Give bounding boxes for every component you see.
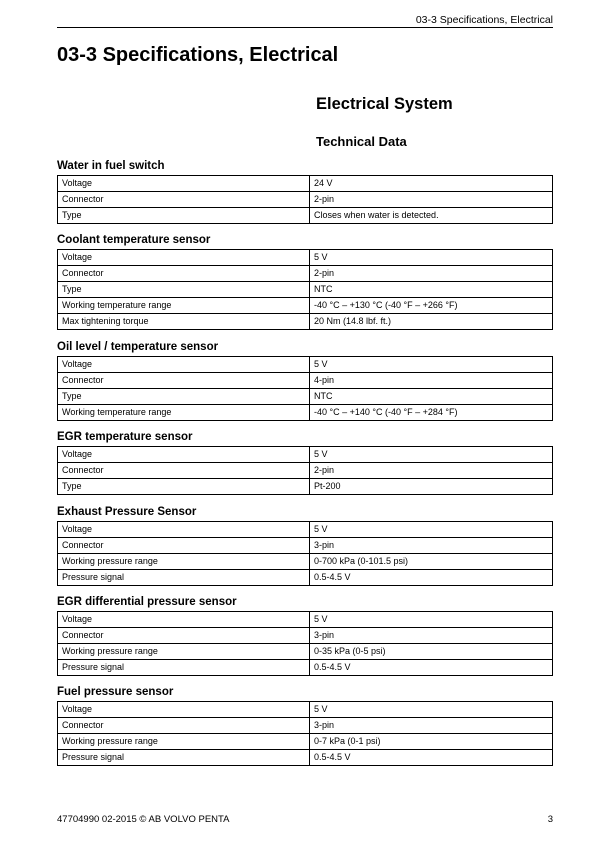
parameter-cell: Pressure signal xyxy=(58,750,310,766)
spec-table xyxy=(57,446,553,495)
section-title: Electrical System xyxy=(316,95,453,113)
value-cell: 2-pin xyxy=(310,463,553,479)
table-row xyxy=(58,447,553,463)
parameter-cell: Type xyxy=(58,282,310,298)
group-heading: Coolant temperature sensor xyxy=(57,234,211,246)
table-row xyxy=(58,644,553,660)
value-cell: 5 V xyxy=(310,522,553,538)
table-row xyxy=(58,282,553,298)
value-cell: -40 °C – +130 °C (-40 °F – +266 °F) xyxy=(310,298,553,314)
table-row xyxy=(58,554,553,570)
value-cell: Pt-200 xyxy=(310,479,553,495)
parameter-cell: Working temperature range xyxy=(58,298,310,314)
page-number: 3 xyxy=(547,814,553,825)
parameter-cell: Working pressure range xyxy=(58,734,310,750)
parameter-cell: Connector xyxy=(58,192,310,208)
value-cell: 4-pin xyxy=(310,373,553,389)
parameter-cell: Voltage xyxy=(58,612,310,628)
parameter-cell: Max tightening torque xyxy=(58,314,310,330)
table-row xyxy=(58,250,553,266)
table-row xyxy=(58,522,553,538)
parameter-cell: Working temperature range xyxy=(58,405,310,421)
group-heading: EGR differential pressure sensor xyxy=(57,596,237,608)
table-row xyxy=(58,389,553,405)
group-heading: EGR temperature sensor xyxy=(57,431,193,443)
subsection-title: Technical Data xyxy=(316,134,407,149)
value-cell: 20 Nm (14.8 lbf. ft.) xyxy=(310,314,553,330)
table-row xyxy=(58,463,553,479)
value-cell: 5 V xyxy=(310,357,553,373)
table-row xyxy=(58,734,553,750)
value-cell: 5 V xyxy=(310,702,553,718)
table-row xyxy=(58,405,553,421)
value-cell: 2-pin xyxy=(310,266,553,282)
parameter-cell: Connector xyxy=(58,718,310,734)
parameter-cell: Connector xyxy=(58,538,310,554)
value-cell: Closes when water is detected. xyxy=(310,208,553,224)
value-cell: NTC xyxy=(310,389,553,405)
value-cell: NTC xyxy=(310,282,553,298)
group-heading: Oil level / temperature sensor xyxy=(57,341,219,353)
table-row xyxy=(58,570,553,586)
spec-group xyxy=(57,431,553,495)
value-cell: 3-pin xyxy=(310,538,553,554)
table-row xyxy=(58,176,553,192)
value-cell: 0-35 kPa (0-5 psi) xyxy=(310,644,553,660)
parameter-cell: Working pressure range xyxy=(58,554,310,570)
value-cell: 0.5-4.5 V xyxy=(310,660,553,676)
parameter-cell: Working pressure range xyxy=(58,644,310,660)
value-cell: 3-pin xyxy=(310,718,553,734)
parameter-cell: Type xyxy=(58,479,310,495)
spec-group xyxy=(57,596,553,676)
footer-document-info: 47704990 02-2015 © AB VOLVO PENTA xyxy=(57,814,230,825)
parameter-cell: Pressure signal xyxy=(58,660,310,676)
spec-table xyxy=(57,611,553,676)
value-cell: 5 V xyxy=(310,250,553,266)
spec-table xyxy=(57,356,553,421)
parameter-cell: Connector xyxy=(58,373,310,389)
table-row xyxy=(58,718,553,734)
table-row xyxy=(58,192,553,208)
running-header: 03-3 Specifications, Electrical xyxy=(415,14,553,26)
spec-group xyxy=(57,506,553,586)
parameter-cell: Voltage xyxy=(58,176,310,192)
table-row xyxy=(58,612,553,628)
value-cell: 24 V xyxy=(310,176,553,192)
table-row xyxy=(58,266,553,282)
parameter-cell: Connector xyxy=(58,266,310,282)
page-title: 03-3 Specifications, Electrical xyxy=(57,44,339,66)
group-heading: Fuel pressure sensor xyxy=(57,686,174,698)
spec-table xyxy=(57,521,553,586)
table-row xyxy=(58,702,553,718)
value-cell: 0.5-4.5 V xyxy=(310,750,553,766)
group-heading: Water in fuel switch xyxy=(57,160,165,172)
value-cell: -40 °C – +140 °C (-40 °F – +284 °F) xyxy=(310,405,553,421)
parameter-cell: Voltage xyxy=(58,447,310,463)
table-row xyxy=(58,314,553,330)
table-row xyxy=(58,208,553,224)
table-row xyxy=(58,750,553,766)
value-cell: 5 V xyxy=(310,447,553,463)
table-row xyxy=(58,538,553,554)
spec-table xyxy=(57,701,553,766)
parameter-cell: Connector xyxy=(58,463,310,479)
parameter-cell: Voltage xyxy=(58,702,310,718)
spec-group xyxy=(57,234,553,330)
table-row xyxy=(58,479,553,495)
table-row xyxy=(58,660,553,676)
value-cell: 0-700 kPa (0-101.5 psi) xyxy=(310,554,553,570)
parameter-cell: Voltage xyxy=(58,250,310,266)
value-cell: 0.5-4.5 V xyxy=(310,570,553,586)
table-row xyxy=(58,628,553,644)
table-row xyxy=(58,298,553,314)
spec-table xyxy=(57,249,553,330)
spec-group xyxy=(57,686,553,766)
value-cell: 0-7 kPa (0-1 psi) xyxy=(310,734,553,750)
parameter-cell: Pressure signal xyxy=(58,570,310,586)
spec-group xyxy=(57,160,553,224)
parameter-cell: Type xyxy=(58,389,310,405)
value-cell: 5 V xyxy=(310,612,553,628)
value-cell: 3-pin xyxy=(310,628,553,644)
parameter-cell: Type xyxy=(58,208,310,224)
table-row xyxy=(58,373,553,389)
spec-table xyxy=(57,175,553,224)
parameter-cell: Connector xyxy=(58,628,310,644)
header-divider xyxy=(57,27,553,28)
parameter-cell: Voltage xyxy=(58,522,310,538)
parameter-cell: Voltage xyxy=(58,357,310,373)
spec-group xyxy=(57,341,553,421)
group-heading: Exhaust Pressure Sensor xyxy=(57,506,197,518)
value-cell: 2-pin xyxy=(310,192,553,208)
table-row xyxy=(58,357,553,373)
